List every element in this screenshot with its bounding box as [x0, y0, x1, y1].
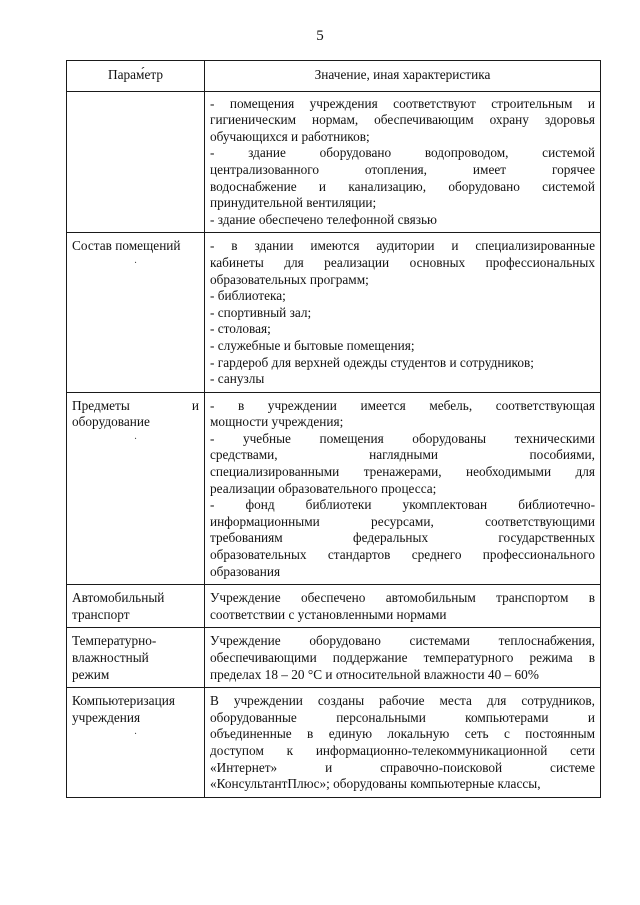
param-line: Предметы и	[72, 397, 199, 413]
value-line: - гардероб для верхней одежды студентов и сотрудников;	[210, 354, 534, 370]
value-line: «КонсультантПлюс»; оборудованы компьютерные классы,	[210, 776, 541, 792]
value-line: - санузлы	[210, 371, 265, 387]
param-cell	[67, 392, 205, 585]
value-line: - столовая;	[210, 321, 271, 337]
value-line: - здание оборудовано водопроводом, системой	[210, 145, 595, 161]
scan-mark: ·	[133, 257, 138, 269]
value-cell	[205, 392, 601, 585]
value-line: «Интернет» и справочно-поисковой системе	[210, 759, 595, 775]
param-line: Компьютеризация	[72, 693, 175, 709]
param-line: оборудование	[72, 414, 150, 430]
value-line: централизованного отопления, имеет горячее	[210, 161, 595, 177]
table-row	[67, 628, 601, 688]
value-line: мощности учреждения;	[210, 414, 344, 430]
param-line: Температурно-	[72, 633, 157, 649]
value-line: Учреждение оборудовано системами теплоснабжения,	[210, 633, 595, 649]
header-param: Парам́етр	[67, 61, 205, 92]
value-line: обеспечивающими поддержание температурного режима в	[210, 650, 595, 665]
value-line: соответствии с установленными нормами	[210, 606, 447, 622]
param-cell	[67, 585, 205, 628]
page-number: 5	[316, 28, 324, 44]
param-line: режим	[72, 666, 110, 682]
value-line: гигиеническим нормам, обеспечивающим охрану здоровья	[210, 112, 595, 128]
value-line: оборудованные персональными компьютерами и	[210, 709, 595, 725]
value-line: - фонд библиотеки укомплектован библиотечно-	[210, 497, 595, 513]
value-line: пределах 18 – 20 °С и относительной влажности 40 – 60%	[210, 666, 539, 682]
value-line: информационными ресурсами, соответствующими	[210, 513, 595, 529]
table-row	[67, 233, 601, 392]
table-row	[67, 392, 601, 585]
value-cell	[205, 585, 601, 628]
value-line: образовательных стандартов среднего профессионального	[210, 547, 595, 563]
value-line: специализированными тренажерами, необходимыми для	[210, 464, 595, 480]
table-body	[67, 91, 601, 797]
value-line: образования	[210, 563, 281, 579]
value-cell	[205, 628, 601, 688]
scan-mark: ·	[133, 729, 138, 741]
table-row	[67, 688, 601, 798]
param-cell	[67, 233, 205, 392]
value-line: - спортивный зал;	[210, 304, 312, 320]
param-cell	[67, 91, 205, 233]
param-line: Автомобильный	[72, 590, 165, 606]
table-header-row	[67, 61, 601, 92]
value-line: кабинеты для реализации основных профессиональных	[210, 254, 595, 270]
value-line: - в здании имеются аудитории и специализированные	[210, 238, 595, 254]
value-line: реализации образовательного процесса;	[210, 480, 437, 496]
value-cell	[205, 688, 601, 798]
value-line: обучающихся и работников;	[210, 128, 370, 144]
value-line: образовательных программ;	[210, 271, 369, 287]
table-row	[67, 91, 601, 233]
value-line: - здание обеспечено телефонной связью	[210, 211, 437, 227]
value-line: водоснабжение и канализацию, оборудовано системой	[210, 178, 595, 194]
value-cell	[205, 91, 601, 233]
param-cell	[67, 628, 205, 688]
value-line: - учебные помещения оборудованы техническими	[210, 430, 595, 446]
header-value: Значение, иная характеристика	[205, 61, 601, 92]
value-line: - служебные и бытовые помещения;	[210, 337, 415, 353]
value-line: средствами, наглядными пособиями,	[210, 447, 595, 463]
value-line: требованиям федеральных государственных	[210, 530, 595, 546]
param-line: учреждения	[72, 709, 141, 725]
value-line: - библиотека;	[210, 288, 286, 304]
param-line: транспорт	[72, 606, 130, 622]
value-line: объединенные в единую локальную сеть с постоянным	[210, 726, 595, 742]
table-row	[67, 585, 601, 628]
value-line: - в учреждении имеется мебель, соответствующая	[210, 397, 595, 413]
param-line: Состав помещений	[72, 238, 181, 254]
parameters-table	[66, 60, 601, 798]
value-line: принудительной вентиляции;	[210, 195, 377, 211]
value-line: В учреждении созданы рабочие места для сотрудников,	[210, 693, 595, 709]
value-line: - помещения учреждения соответствуют строительным и	[210, 95, 595, 111]
value-line: доступом к информационно-телекоммуникационной сети	[210, 742, 595, 758]
value-cell	[205, 233, 601, 392]
param-line: влажностный	[72, 650, 149, 665]
scan-mark: ·	[133, 433, 138, 445]
param-cell	[67, 688, 205, 798]
value-line: Учреждение обеспечено автомобильным транспортом в	[210, 590, 595, 606]
